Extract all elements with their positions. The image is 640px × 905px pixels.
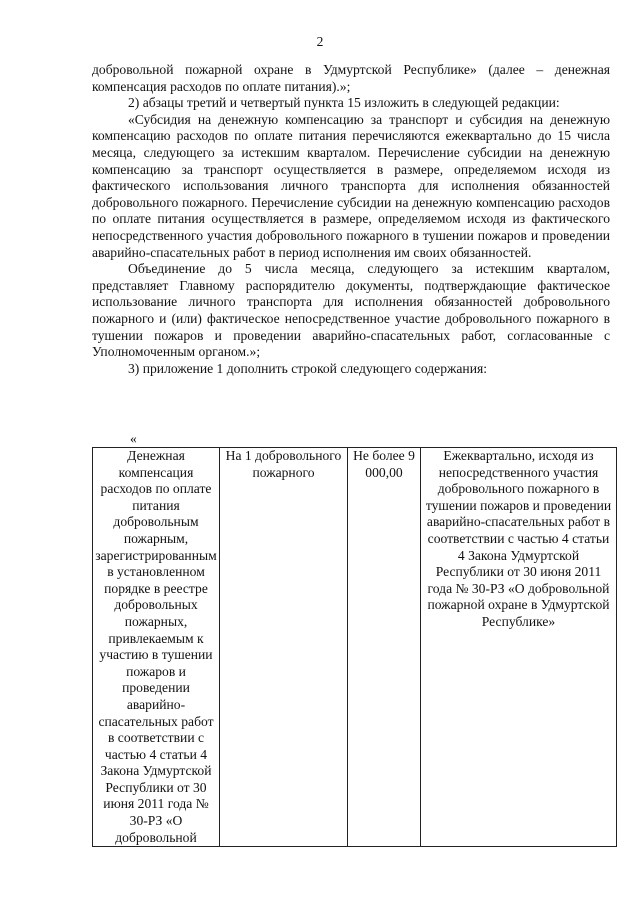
table-cell-amount: Не более 9 000,00 [348, 448, 421, 847]
paragraph: добровольной пожарной охране в Удмуртской Республике» (далее – денежная компенсация расходов по оплате питания).»; [92, 62, 610, 94]
paragraph: 3) приложение 1 дополнить строкой следующего содержания: [128, 360, 487, 376]
paragraph: 2) абзацы третий и четвертый пункта 15 изложить в следующей редакции: [128, 95, 560, 111]
table-cell-unit: На 1 добровольного пожарного [220, 448, 348, 847]
document-body [92, 62, 610, 377]
table-cell-description: Денежная компенсация расходов по оплате питания добровольным пожарным, зарегистрированным в установленном порядке в реестре добровольных пожарных, привлекаемым к участию в тушении пожаров и проведении аварийно-спасательных работ в соответствии с частью 4 статьи 4 Закона Удмуртской Республики от 30 июня 2011 года № 30-РЗ «О добровольной [93, 448, 220, 847]
paragraph: Объединение до 5 числа месяца, следующего за истекшим кварталом, представляет Главному распорядителю документы, подтверждающие фактическое использование личного транспорта для исполнения обязанностей добровольного пожарного и (или) фактическое непосредственное участие добровольного пожарного в тушении пожаров и проведении аварийно-спасательных работ, согласованные с Уполномоченным органом.»; [92, 261, 610, 360]
table-cell-frequency: Ежеквартально, исходя из непосредственного участия добровольного пожарного в тушении пожаров и проведении аварийно-спасательных работ в соответствии с частью 4 статьи 4 Закона Удмуртской Республики от 30 июня 2011 года № 30-РЗ «О добровольной пожарной охране в Удмуртской Республике» [421, 448, 617, 847]
page-number: 2 [316, 34, 324, 49]
opening-quote: « [130, 431, 137, 446]
inserted-row-table [92, 447, 617, 847]
table-row [93, 448, 617, 847]
paragraph: «Субсидия на денежную компенсацию за транспорт и субсидия на денежную компенсацию расходов по оплате питания перечисляются ежеквартально до 15 числа месяца, следующего за истекшим кварталом. Перечисление субсидии на денежную компенсацию за транспорт осуществляется в размере, определяемом исходя из фактического использования личного транспорта для исполнения обязанностей добровольного пожарного. Перечисление субсидии на денежную компенсацию расходов по оплате питания осуществляется в размере, определяемом исходя из фактического непосредственного участия добровольного пожарного в тушении пожаров и проведении аварийно-спасательных работ в период исполнения им своих обязанностей. [92, 111, 610, 260]
